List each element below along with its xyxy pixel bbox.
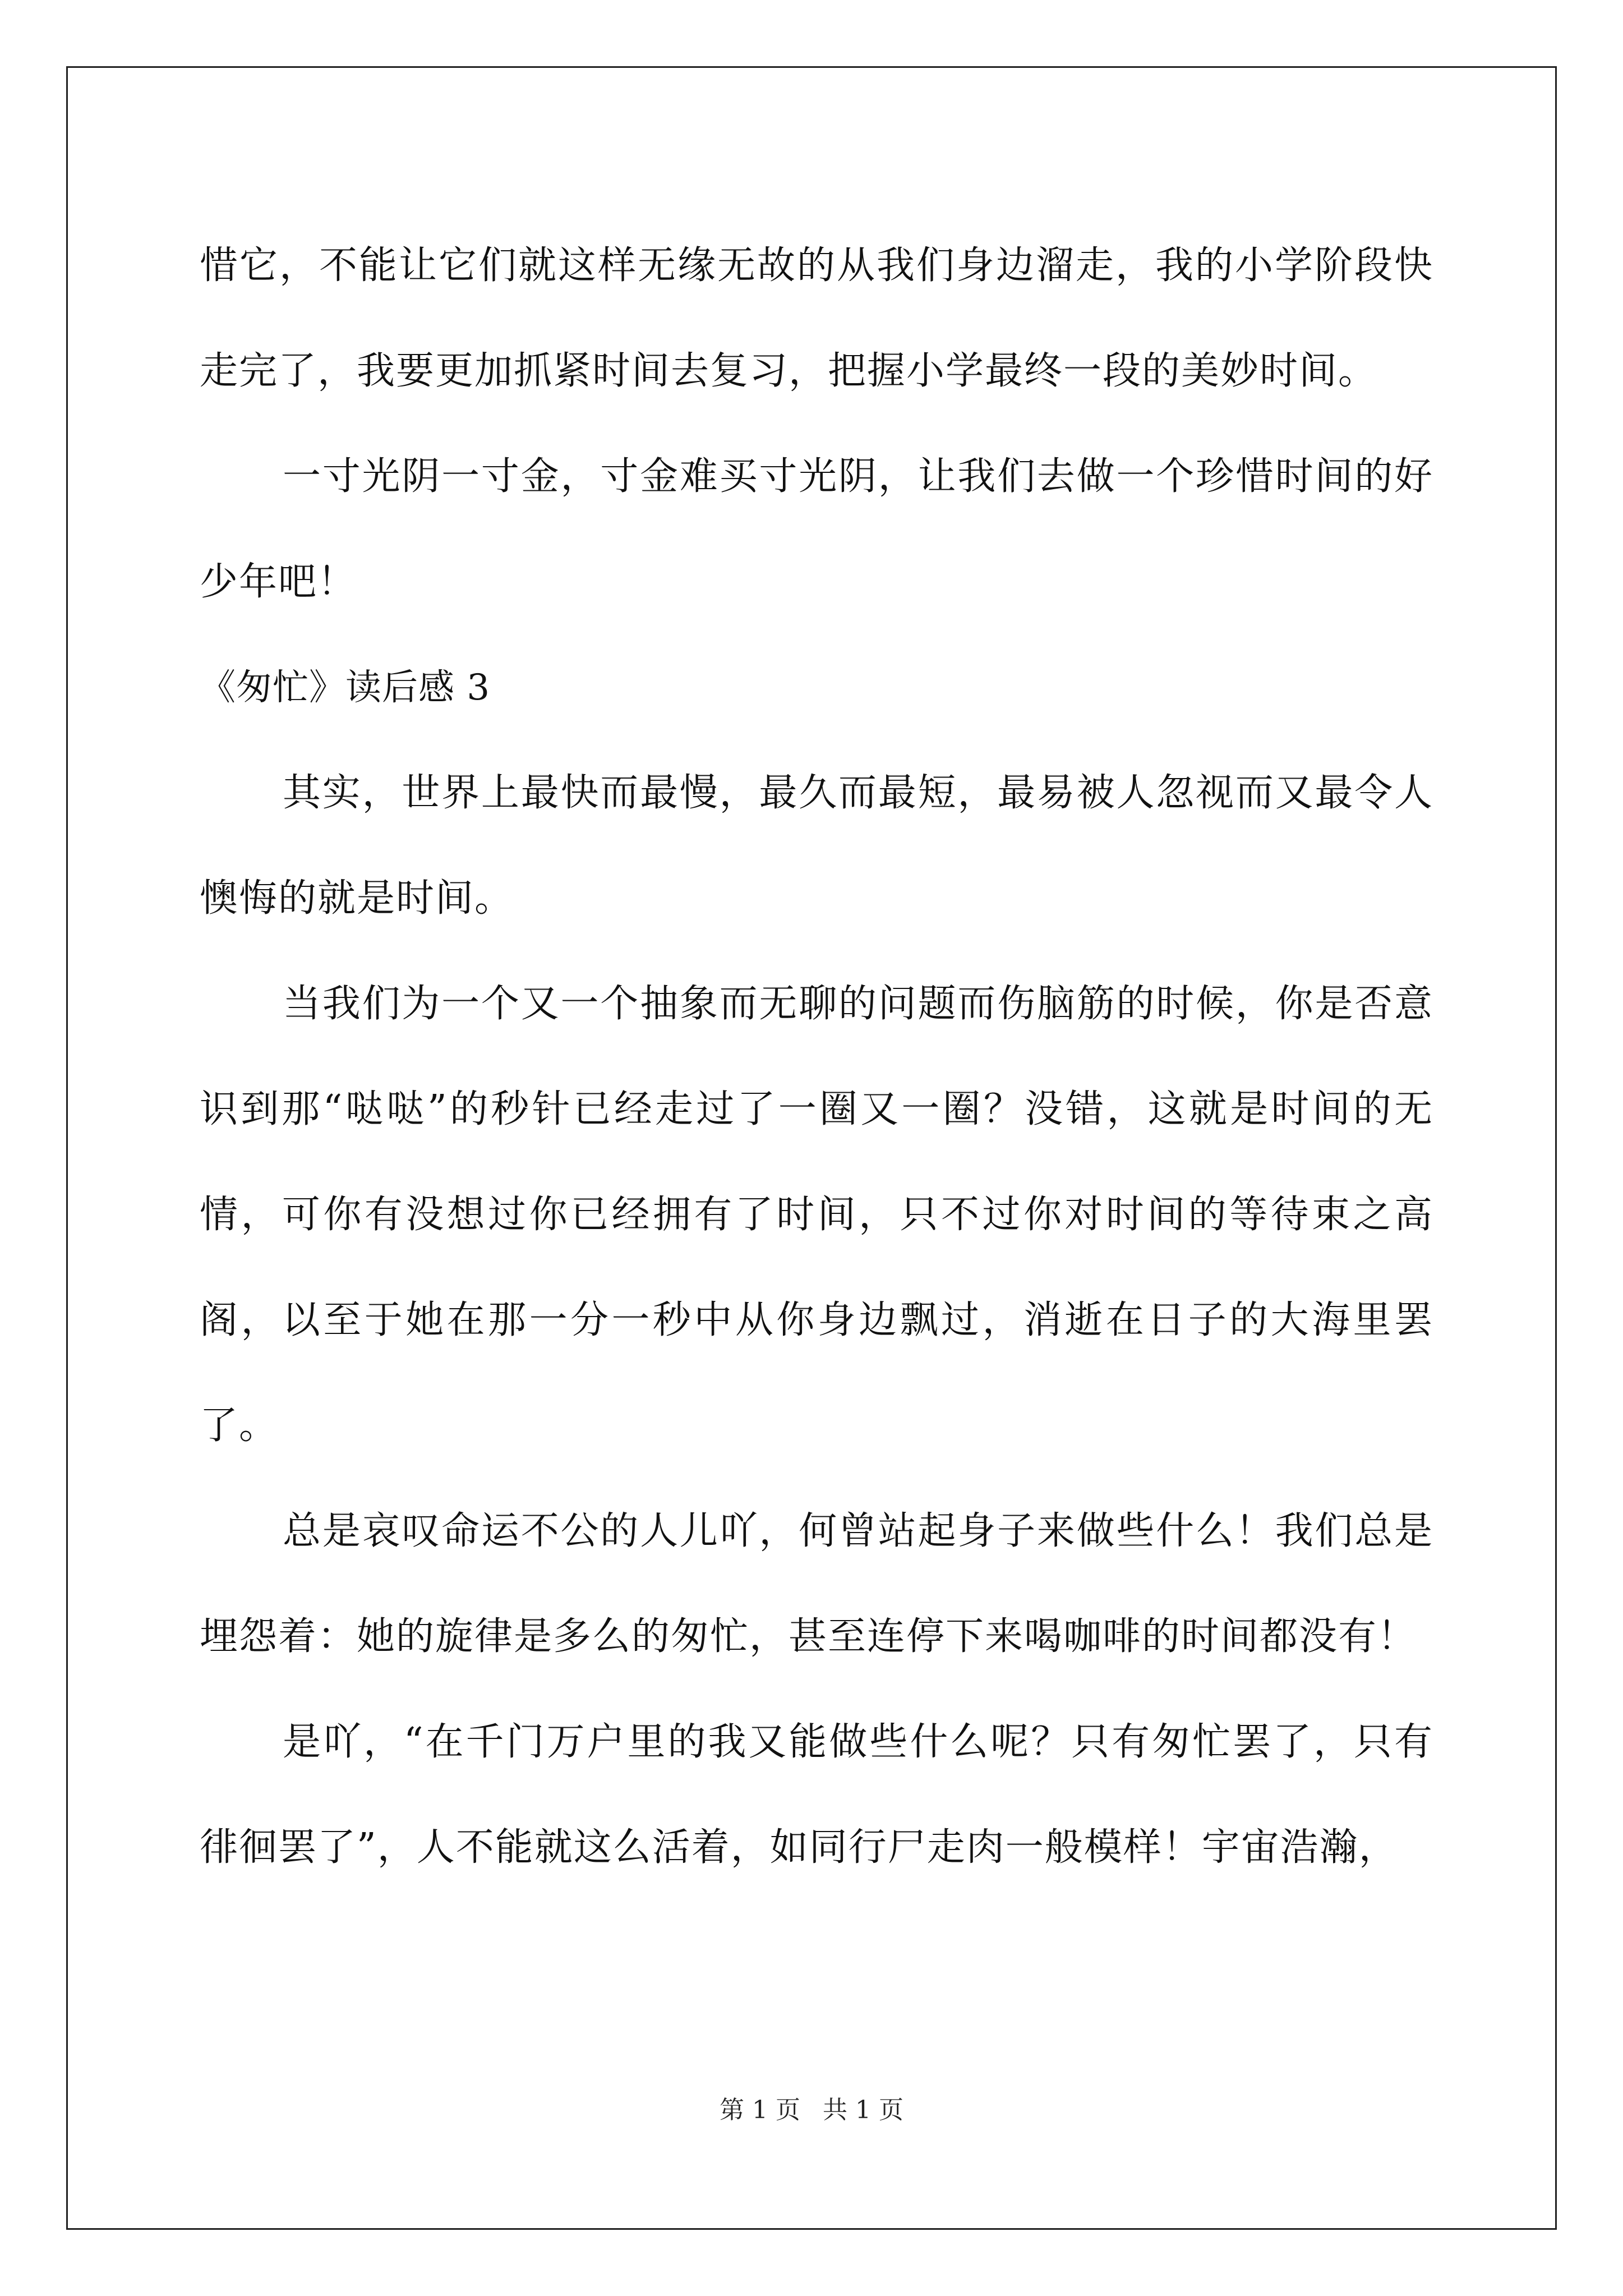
paragraph-2: 一寸光阴一寸金，寸金难买寸光阴，让我们去做一个珍惜时间的好少年吧！ xyxy=(200,454,1433,604)
section-heading: 《匆忙》读后感 3 xyxy=(200,667,491,708)
paragraph-6: 是吖，“在千门万户里的我又能做些什么呢？只有匆忙罢了，只有徘徊罢了”，人不能就这么活着，如同行尸走肉一般模样！宇宙浩瀚， xyxy=(200,1720,1433,1870)
paragraph-3: 其实，世界上最快而最慢，最久而最短，最易被人忽视而又最令人懊悔的就是时间。 xyxy=(200,771,1433,921)
paragraph-4: 当我们为一个又一个抽象而无聊的问题而伤脑筋的时候，你是否意识到那“哒哒”的秒针已经走过了一圈又一圈？没错，这就是时间的无情，可你有没想过你已经拥有了时间，只不过你对时间的等待束之高阁，以至于她在那一分一秒中从你身边飘过，消逝在日子的大海里罢了。 xyxy=(200,982,1433,1448)
document-body xyxy=(200,213,1433,1901)
page-footer xyxy=(0,2090,1623,2125)
page-number: 第 1 页 xyxy=(720,2096,800,2124)
paragraph-5: 总是哀叹命运不公的人儿吖，何曾站起身子来做些什么！我们总是埋怨着：她的旋律是多么的匆忙，甚至连停下来喝咖啡的时间都没有！ xyxy=(200,1509,1433,1659)
paragraph-1: 惜它，不能让它们就这样无缘无故的从我们身边溜走，我的小学阶段快走完了，我要更加抓紧时间去复习，把握小学最终一段的美妙时间。 xyxy=(200,243,1433,393)
page-total: 共 1 页 xyxy=(823,2096,903,2124)
